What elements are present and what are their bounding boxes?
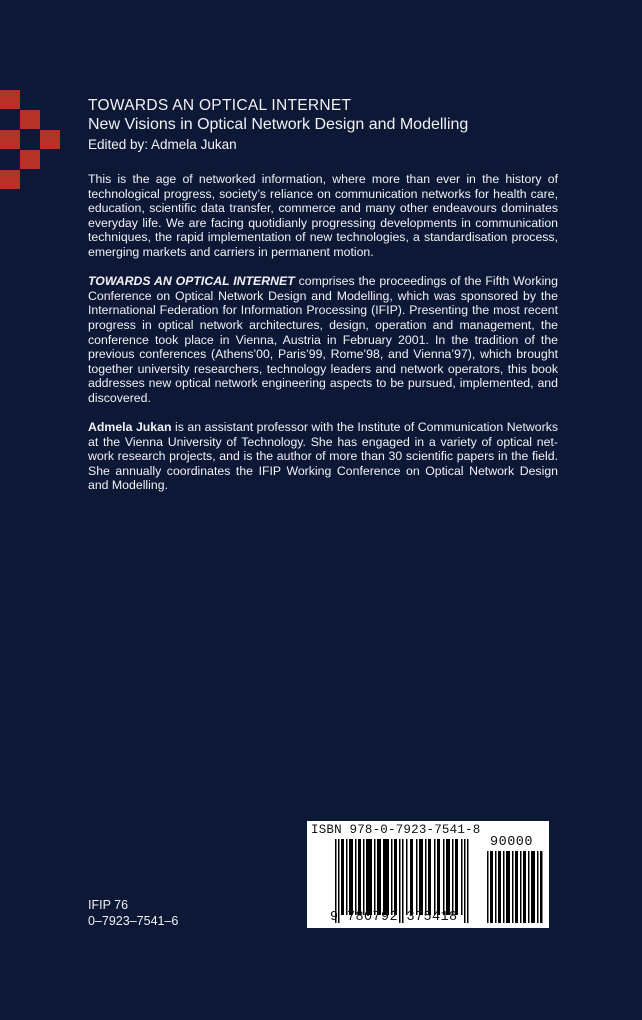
square-decoration-icon [0,90,20,109]
book-title-inline: TOWARDS AN OPTICAL INTERNET [88,274,295,289]
square-decoration-icon [40,130,60,149]
square-decoration-icon [20,110,40,129]
square-decoration-icon [0,170,20,189]
square-decoration-icon [20,150,40,169]
square-decoration-icon [0,130,20,149]
book-subtitle: New Visions in Optical Network Design and Modelling [88,116,469,133]
book-editor: Edited by: Admela Jukan [88,137,237,152]
blurb [88,172,558,508]
barcode-label [307,821,549,928]
price-barcode-icon [487,851,543,923]
price-code: 90000 [490,835,534,850]
isbn-label: ISBN 978-0-7923-7541-8 [311,823,481,837]
isbn-10: 0–7923–7541–6 [88,913,179,928]
author-bio-text: is an assistant professor with the Institute of Communication Networks at the Vienna University of Technology. She has engaged in a variety of optical network research projects, and is the author of more than 30 scientific papers in the field. She annually coordinates the IFIP Working Conference on Optical Network Design and Modelling. [88,420,558,493]
blurb-paragraph-author [88,420,558,493]
series-info [88,898,178,929]
author-name: Admela Jukan [88,420,172,435]
blurb-paragraph-intro: This is the age of networked information, where more than ever in the history of technological progress, society’s reliance on communication networks for health care, education, scientific data transfer, commerce and many other endeavours dominates everyday life. We are facing quotidianly progressing developments in communication techniques, the rapid implementation of new technologies, a standardisation process, emerging markets and carriers in permanent motion. [88,172,558,259]
book-title: TOWARDS AN OPTICAL INTERNET [88,97,352,114]
series-volume: IFIP 76 [88,898,129,912]
book-header [88,96,608,154]
proceedings-text: comprises the proceedings of the Fifth Working Conference on Optical Network Design and Modelling, which was sponsored by the International Federation for Information Processing (IFIP). Presenting the most recent progress in optical network architectures, design, operation and management, the conference took place in Vienna, Austria in February 2001. In the tradition of the previous conferences (Athens’00, Paris’99, Rome’98, and Vienna’97), which brought together university researchers, technology leaders and network operators, this book addresses new optical network engineering aspects to be pursued, implemented, and discovered. [88,274,558,405]
blurb-paragraph-proceedings [88,274,558,405]
ean-digits: 9 780792 375418 [330,910,458,925]
